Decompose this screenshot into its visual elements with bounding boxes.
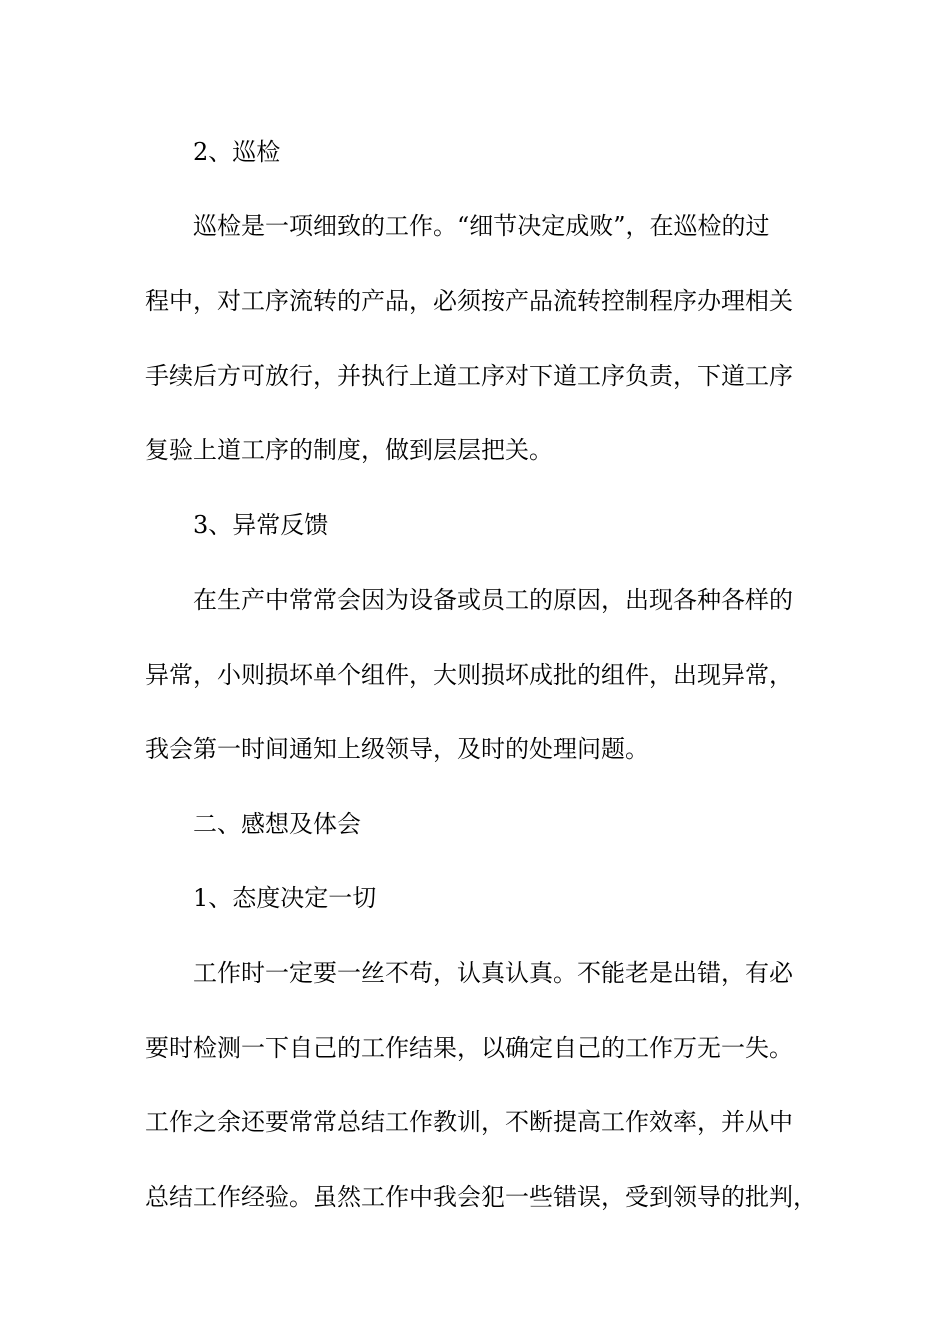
paragraph-line: 程中，对工序流转的产品，必须按产品流转控制程序办理相关	[145, 287, 793, 315]
paragraph-line: 巡检是一项细致的工作。“细节决定成败”，在巡检的过	[193, 212, 770, 240]
section-heading-abnormal-feedback: 3、异常反馈	[193, 511, 329, 539]
paragraph-line: 异常，小则损坏单个组件，大则损坏成批的组件，出现异常，	[145, 661, 793, 689]
paragraph-line: 我会第一时间通知上级领导，及时的处理问题。	[145, 735, 649, 763]
paragraph-line: 手续后方可放行，并执行上道工序对下道工序负责，下道工序	[145, 362, 793, 390]
subsection-heading-attitude: 1、态度决定一切	[193, 884, 377, 912]
paragraph-line: 总结工作经验。虽然工作中我会犯一些错误，受到领导的批判，	[145, 1183, 817, 1211]
paragraph-line: 工作之余还要常常总结工作教训，不断提高工作效率，并从中	[145, 1108, 793, 1136]
paragraph-line: 在生产中常常会因为设备或员工的原因，出现各种各样的	[193, 586, 793, 614]
paragraph-line: 要时检测一下自己的工作结果，以确定自己的工作万无一失。	[145, 1034, 793, 1062]
section-heading-patrol-inspection: 2、巡检	[193, 138, 281, 166]
section-heading-reflections: 二、感想及体会	[193, 810, 361, 838]
paragraph-line: 工作时一定要一丝不苟，认真认真。不能老是出错，有必	[193, 959, 793, 987]
paragraph-line: 复验上道工序的制度，做到层层把关。	[145, 436, 553, 464]
